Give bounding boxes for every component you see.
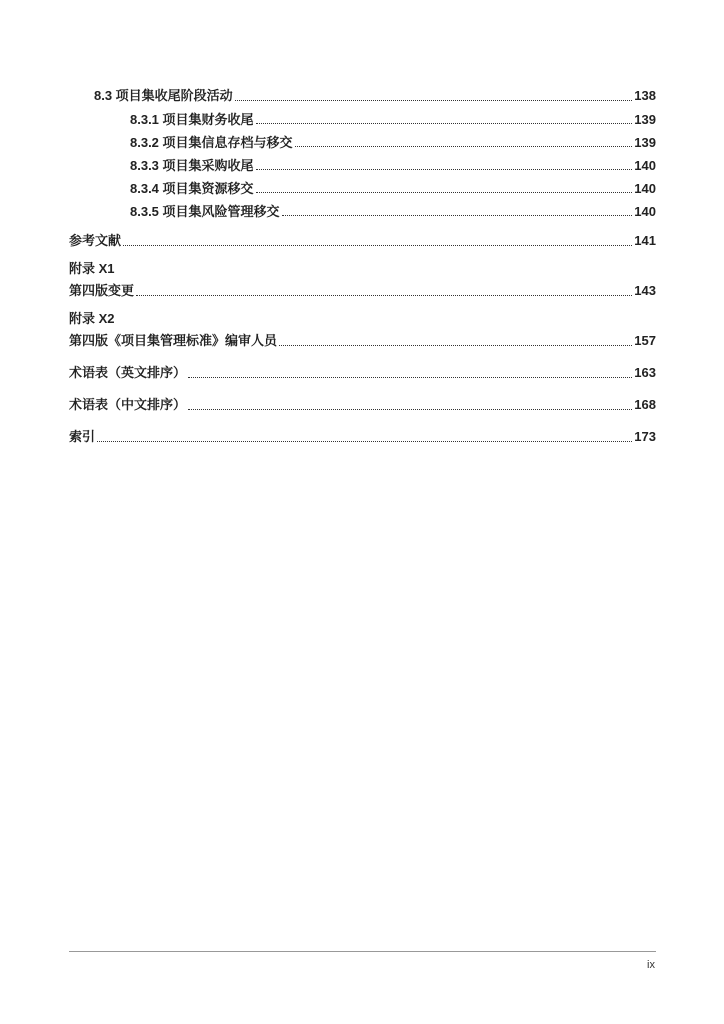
- dot-leader: [295, 146, 633, 147]
- toc-entry-page: 140: [634, 204, 656, 219]
- dot-leader: [123, 245, 632, 246]
- dot-leader: [279, 345, 632, 346]
- dot-leader: [256, 169, 633, 170]
- toc-entry-label: 术语表（英文排序）: [69, 365, 187, 380]
- toc-entry-page: 143: [634, 283, 656, 298]
- footer-page-number: ix: [647, 959, 655, 971]
- dot-leader: [235, 100, 633, 101]
- toc-entry-label: 索引: [69, 429, 96, 444]
- toc-entry-label: 8.3 项目集收尾阶段活动: [94, 88, 233, 103]
- dot-leader: [282, 215, 633, 216]
- table-of-contents: [69, 84, 656, 449]
- toc-entry-label: 参考文献: [69, 233, 122, 248]
- toc-entry-8-3-2[interactable]: [69, 131, 656, 154]
- toc-entry-page: 173: [634, 429, 656, 444]
- toc-entry-appendix-x2[interactable]: [69, 329, 656, 353]
- toc-entry-label: 8.3.1 项目集财务收尾: [130, 112, 254, 127]
- toc-entry-label: 8.3.2 项目集信息存档与移交: [130, 135, 293, 150]
- toc-entry-glossary-zh[interactable]: [69, 393, 656, 417]
- toc-entry-appendix-x1[interactable]: [69, 279, 656, 303]
- toc-entry-8-3-4[interactable]: [69, 177, 656, 200]
- dot-leader: [188, 409, 632, 410]
- toc-entry-page: 139: [634, 135, 656, 150]
- toc-entry-label: 术语表（中文排序）: [69, 397, 187, 412]
- toc-entry-page: 140: [634, 181, 656, 196]
- toc-entry-label: 第四版变更: [69, 283, 135, 298]
- toc-entry-references[interactable]: [69, 229, 656, 253]
- dot-leader: [256, 192, 633, 193]
- toc-entry-8-3-1[interactable]: [69, 108, 656, 131]
- dot-leader: [188, 377, 632, 378]
- toc-entry-page: 139: [634, 112, 656, 127]
- toc-entry-page: 163: [634, 365, 656, 380]
- toc-entry-label: 8.3.3 项目集采购收尾: [130, 158, 254, 173]
- appendix-x2-heading: 附录 X2: [69, 311, 115, 326]
- toc-entry-glossary-en[interactable]: [69, 361, 656, 385]
- toc-entry-label: 第四版《项目集管理标准》编审人员: [69, 333, 278, 348]
- toc-entry-page: 157: [634, 333, 656, 348]
- toc-entry-8-3-5[interactable]: [69, 200, 656, 223]
- dot-leader: [136, 295, 632, 296]
- toc-entry-8-3-3[interactable]: [69, 154, 656, 177]
- appendix-x1-heading: 附录 X1: [69, 261, 115, 276]
- toc-entry-page: 141: [634, 233, 656, 248]
- dot-leader: [256, 123, 633, 124]
- appendix-x2-block: [69, 309, 656, 353]
- footer-divider: [69, 951, 656, 952]
- toc-entry-page: 138: [634, 88, 656, 103]
- toc-entry-label: 8.3.4 项目集资源移交: [130, 181, 254, 196]
- toc-entry-8-3[interactable]: [69, 84, 656, 108]
- toc-entry-page: 168: [634, 397, 656, 412]
- dot-leader: [97, 441, 632, 442]
- toc-entry-label: 8.3.5 项目集风险管理移交: [130, 204, 280, 219]
- toc-entry-page: 140: [634, 158, 656, 173]
- toc-entry-index[interactable]: [69, 425, 656, 449]
- appendix-x1-block: [69, 259, 656, 303]
